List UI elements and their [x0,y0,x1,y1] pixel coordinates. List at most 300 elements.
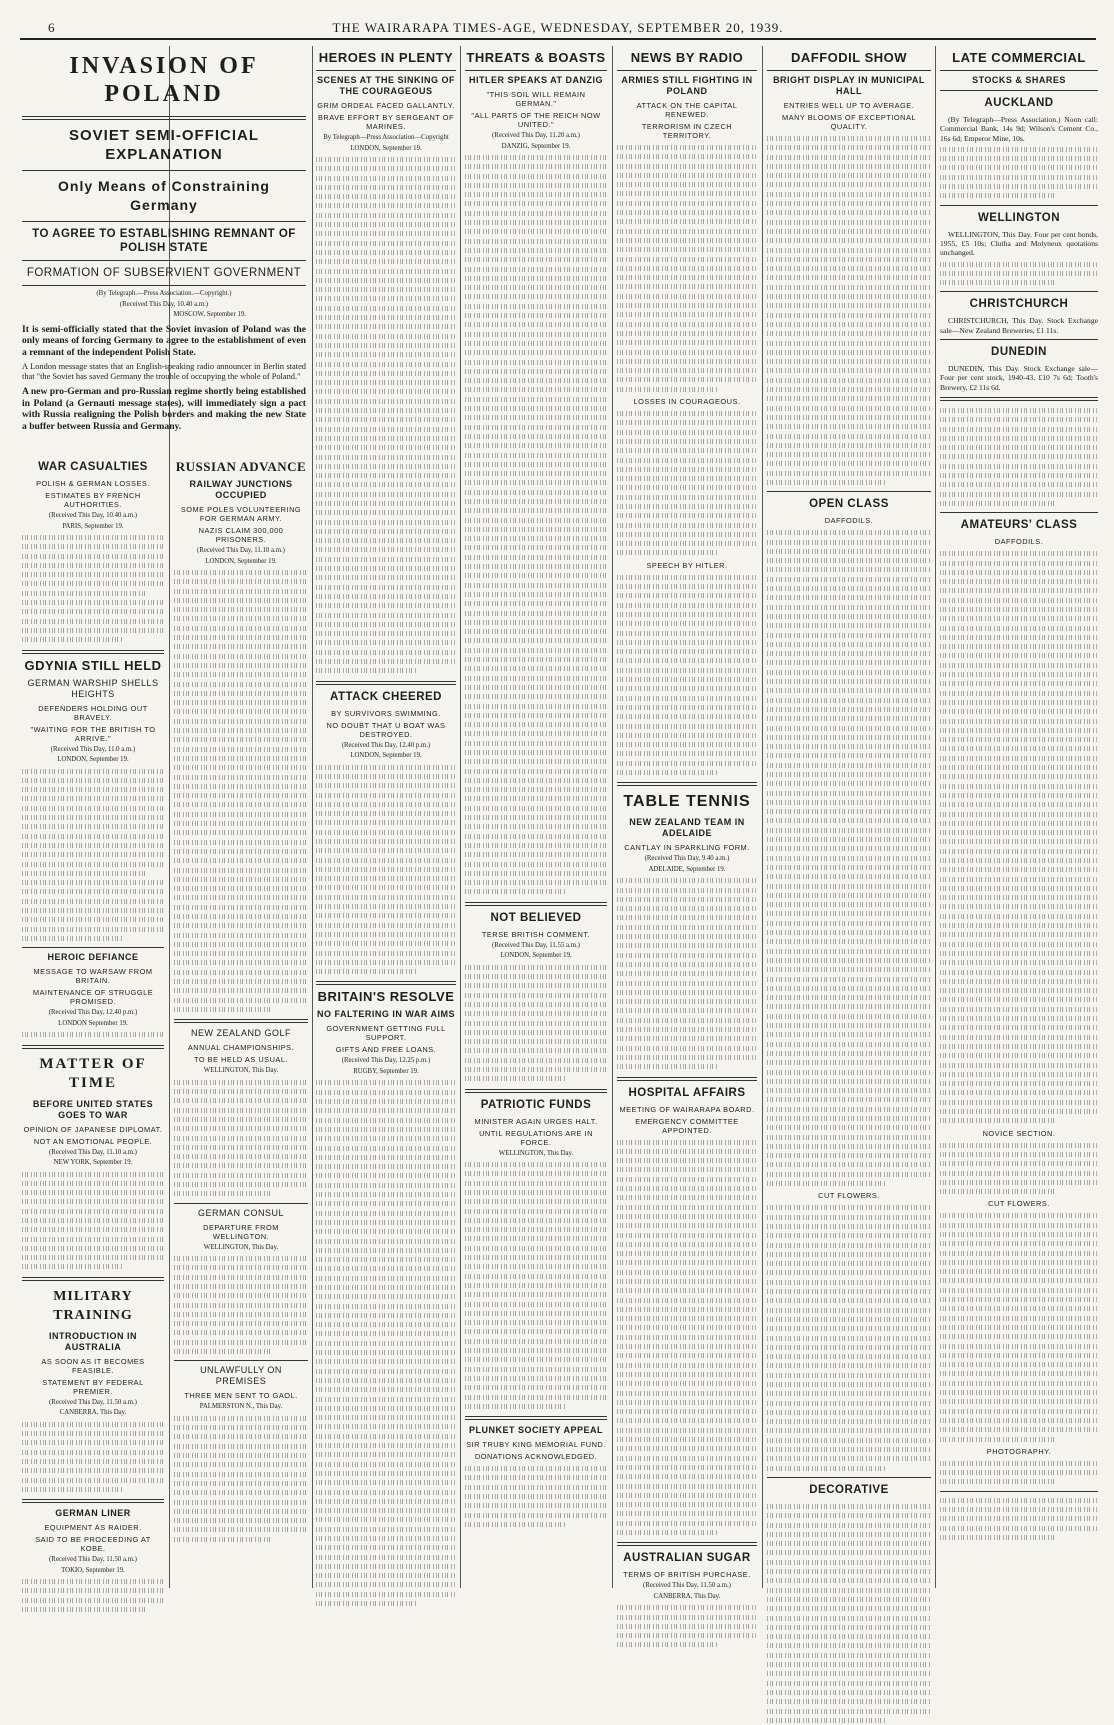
text-line [617,145,757,150]
text-line [940,464,1098,469]
text-line [940,877,1098,882]
text-line [316,1508,456,1513]
text-line [316,904,456,909]
text-line [316,603,456,608]
text-line [465,1264,607,1269]
text-line [767,1653,931,1658]
text-line [767,1354,931,1359]
text-line [940,858,1098,863]
text-line [465,778,607,783]
text-line [940,1180,1098,1185]
text-line [174,1191,270,1196]
text-line [767,276,931,281]
daffodil-head: DAFFODIL SHOW [790,50,908,65]
dateline: CANBERRA, This Day. [59,1409,127,1417]
text-line [617,1437,757,1442]
text-line [940,501,1054,506]
text-line [940,793,1098,798]
rule [22,221,306,222]
text-line [767,452,931,457]
gdynia-sub2: DEFENDERS HOLDING OUT BRAVELY. [38,703,148,722]
text-line [767,540,931,545]
text-line [940,147,1098,152]
text-line [767,772,931,777]
text-line [465,1162,607,1167]
column-rule [460,46,461,1588]
column-rule [762,46,763,1588]
article-body [316,1078,456,1608]
dateline: LONDON, September 19. [350,752,422,760]
text-line [465,499,607,504]
text-line [767,530,931,535]
text-line [940,616,1098,621]
threats-head: THREATS & BOASTS [466,50,606,65]
text-line [767,558,931,563]
text-line [174,961,308,966]
text-line [767,443,931,448]
text-line [940,1399,1098,1404]
text-line [465,1476,607,1481]
matter-of-time-sub2: OPINION OF JAPANESE DIPLOMAT. [23,1124,163,1134]
text-line [617,724,757,729]
text-line [767,1644,931,1649]
text-line [316,324,456,329]
article-body [767,528,931,1188]
text-line [767,192,931,197]
text-line [174,747,308,752]
text-line [316,250,456,255]
invasion-sub4: FORMATION OF SUBSERVIENT GOVERNMENT [26,267,302,279]
text-line [940,1072,1098,1077]
text-line [617,1168,757,1173]
text-line [940,737,1098,742]
text-line [465,267,607,272]
text-line [465,313,607,318]
text-line [617,1484,757,1489]
text-line [767,1504,931,1509]
text-line [767,884,931,889]
rule [174,1203,308,1204]
text-line [617,999,757,1004]
text-line [316,783,456,788]
text-line [940,1381,1098,1386]
text-line [940,700,1098,705]
text-line [22,815,164,820]
text-line [22,535,164,540]
text-line [465,1058,607,1063]
german-liner-sub: EQUIPMENT AS RAIDER. [44,1523,142,1533]
text-line [22,899,164,904]
text-line [617,331,757,336]
text-line [940,849,1098,854]
text-line [617,943,757,948]
russian-advance-sub3: NAZIS CLAIM 300,000 PRISONERS. [198,526,284,544]
article-body [940,145,1098,201]
text-line [940,1498,1098,1503]
text-line [940,1223,1098,1228]
received-line: (Received This Day, 11.0 a.m.) [50,745,136,753]
text-line [767,1107,931,1112]
text-line [316,1285,456,1290]
military-training-sub2: AS SOON AS IT BECOMES FEASIBLE. [41,1356,145,1375]
text-line [22,880,164,885]
text-line [316,204,456,209]
dateline: TOKIO, September 19. [61,1566,125,1574]
text-line [617,1372,757,1377]
text-line [465,620,607,625]
text-line [174,998,308,1003]
text-line [174,812,308,817]
text-line [767,1153,931,1158]
text-line [767,1097,931,1102]
plunket-head: PLUNKET SOCIETY APPEAL [468,1425,604,1436]
text-line [940,626,1098,631]
column-2 [174,455,308,1588]
text-line [465,1049,607,1054]
text-line [940,445,1098,450]
received-line: (Received This Day, 11.55 a.m.) [492,941,580,949]
rule [22,285,306,286]
text-line [940,1053,1098,1058]
text-line [767,949,931,954]
article-body [22,1420,164,1494]
text-line [465,639,607,644]
text-line [316,923,456,928]
text-line [465,174,607,179]
text-line [174,728,308,733]
rule [465,1416,607,1420]
text-line [174,1528,308,1533]
received-line: (Received This Day, 11.50 a.m.) [49,1398,137,1406]
text-line [316,352,456,357]
text-line [767,415,931,420]
text-line [617,154,757,159]
text-line [174,1509,308,1514]
text-line [316,548,456,553]
text-line [316,1425,456,1430]
text-line [465,1348,607,1353]
text-line [465,508,607,513]
text-line [465,304,607,309]
text-line [465,1513,607,1518]
text-line [174,617,308,622]
text-line [617,164,757,169]
rule [174,1019,308,1023]
text-line [767,378,931,383]
text-line [316,1462,456,1467]
text-line [617,1205,757,1210]
text-line [174,1453,308,1458]
text-line [316,455,456,460]
text-line [940,728,1098,733]
text-line [767,331,931,336]
text-line [767,285,931,290]
text-line [174,1462,308,1467]
britains-resolve-sub2: GOVERNMENT GETTING FULL SUPPORT. [326,1024,446,1043]
text-line [617,476,757,481]
text-line [174,1425,308,1430]
wellington-text [940,230,1098,258]
text-line [767,661,931,666]
rule [940,339,1098,340]
text-line [617,275,757,280]
text-line [22,927,164,932]
text-line [767,1289,931,1294]
text-line [767,1681,931,1686]
text-line [617,378,757,383]
text-line [940,408,1098,413]
text-line [617,1307,757,1312]
text-line [465,1357,607,1362]
text-line [940,681,1098,686]
text-line [617,1055,757,1060]
text-line [767,698,931,703]
text-line [940,473,1098,478]
text-line [617,1465,757,1470]
text-line [22,1422,164,1427]
text-line [22,852,164,857]
text-line [617,541,757,546]
text-line [617,575,757,580]
article-body [465,963,607,1084]
text-line [22,1199,164,1204]
text-line [465,322,607,327]
text-line [465,1367,607,1372]
text-line [316,315,456,320]
text-line [940,1241,1098,1246]
rule [940,291,1098,292]
text-line [22,1190,164,1195]
text-line [940,1189,1054,1194]
text-line [465,573,607,578]
text-line [617,1036,757,1041]
text-line [767,577,931,582]
text-line [316,1387,456,1392]
text-line [465,722,607,727]
column-rule [935,46,936,1588]
article-body [767,1203,931,1473]
text-line [316,520,456,525]
text-line [465,518,607,523]
text-line [940,1251,1098,1256]
text-line [617,981,757,986]
text-line [316,390,456,395]
text-line [767,1079,931,1084]
text-line [465,1246,607,1251]
text-line [767,707,931,712]
text-line [767,396,931,401]
text-line [767,248,931,253]
invasion-lead-1: It is semi-officially stated that the Soviet invasion of Poland was the only means of forcing Germany to agree to the establishment of even a remnant of the independent Polish State. [22,323,306,358]
text-line [940,1362,1098,1367]
text-line [767,1280,931,1285]
text-line [940,1016,1098,1021]
text-line [316,231,456,236]
article-body [22,1577,164,1614]
text-line [22,778,164,783]
text-line [22,797,164,802]
christchurch-text [940,316,1098,335]
text-line [316,362,456,367]
text-line [174,877,308,882]
text-line [617,238,757,243]
text-line [617,1064,718,1069]
sugar-head: AUSTRALIAN SUGAR [623,1552,751,1565]
text-line [767,1373,931,1378]
text-line [465,1002,607,1007]
text-line [767,303,931,308]
rule [22,947,164,948]
text-line [617,990,757,995]
hospital-head: HOSPITAL AFFAIRS [628,1086,746,1099]
text-line [465,657,607,662]
text-line [617,1624,757,1629]
text-line [316,557,456,562]
text-line [767,1116,931,1121]
text-line [174,1117,308,1122]
dunedin-head: DUNEDIN [991,346,1047,359]
text-line [316,380,456,385]
rule [465,902,607,906]
text-line [940,1081,1098,1086]
rule [940,90,1098,91]
text-line [617,1530,718,1535]
text-line [465,731,607,736]
text-line [316,622,456,627]
text-line [316,278,456,283]
text-line [22,1468,164,1473]
text-line [174,1275,308,1280]
text-line [940,1152,1098,1157]
text-line [174,1256,308,1261]
text-line [316,1127,456,1132]
column-6 [767,46,931,1588]
text-line [767,1606,931,1611]
text-line [465,415,607,420]
text-line [767,1699,931,1704]
sugar-sub: TERMS OF BRITISH PURCHASE. [623,1570,751,1580]
text-line [316,1359,456,1364]
table-tennis-head: TABLE TENNIS [623,793,751,811]
text-line [465,797,607,802]
text-line [316,194,456,199]
text-line [940,1232,1098,1237]
text-line [617,551,718,556]
text-line [767,1088,931,1093]
text-line [316,399,456,404]
text-line [465,815,607,820]
text-line [767,726,931,731]
text-line [174,635,308,640]
text-line [22,1246,164,1251]
text-line [767,744,931,749]
text-line [174,933,308,938]
text-line [617,953,757,958]
text-line [465,1190,607,1195]
rule [617,1077,757,1081]
text-line [174,1164,308,1169]
dateline: MOSCOW, September 19. [173,311,246,318]
threats-sub: HITLER SPEAKS AT DANZIG [468,75,603,85]
text-line [940,166,1098,171]
text-line [465,1274,607,1279]
text-line [617,350,757,355]
text-line [767,977,931,982]
text-line [940,184,1098,189]
text-line [617,1633,757,1638]
text-line [22,787,164,792]
dateline: PALMERSTON N., This Day. [199,1403,283,1411]
stocks-shares-head: STOCKS & SHARES [972,75,1066,85]
threats-sub3: "ALL PARTS OF THE REICH NOW UNITED." [471,111,601,129]
article-body [617,1138,757,1538]
text-line [174,914,308,919]
text-line [316,306,456,311]
text-line [465,378,607,383]
text-line [174,970,308,975]
text-line [940,1372,1098,1377]
text-line [767,1438,931,1443]
text-line [316,482,456,487]
text-line [940,784,1098,789]
text-line [767,930,931,935]
text-line [617,504,757,509]
matter-of-time-sub: BEFORE UNITED STATES GOES TO WAR [32,1098,154,1120]
text-line [22,1227,164,1232]
article-body [316,155,456,676]
text-line [617,229,757,234]
text-line [22,1459,164,1464]
text-line [316,269,456,274]
text-line [465,192,607,197]
text-line [767,1023,931,1028]
text-line [617,897,757,902]
text-line [767,155,931,160]
text-line [174,1349,270,1354]
article-body [940,406,1098,508]
text-line [465,220,607,225]
text-line [617,906,757,911]
text-line [465,1011,607,1016]
text-line [316,1341,456,1346]
text-line [465,1339,607,1344]
text-line [767,322,931,327]
text-line [316,811,456,816]
text-line [174,830,308,835]
article-body [617,143,757,394]
text-line [940,193,1054,198]
text-line [174,1007,270,1012]
text-line [940,672,1098,677]
text-line [174,598,308,603]
text-line [316,793,456,798]
text-line [465,871,607,876]
column-1 [22,455,164,1588]
text-line [174,1293,308,1298]
invasion-article [22,46,306,451]
text-line [316,1239,456,1244]
text-line [316,1592,456,1597]
text-line [22,936,124,941]
text-line [465,974,607,979]
text-line [174,1108,308,1113]
heroic-sub2: MAINTENANCE OF STRUGGLE PROMISED. [32,988,154,1007]
text-line [465,1255,607,1260]
text-line [465,648,607,653]
text-line [767,313,931,318]
text-line [767,1363,931,1368]
text-line [316,371,456,376]
